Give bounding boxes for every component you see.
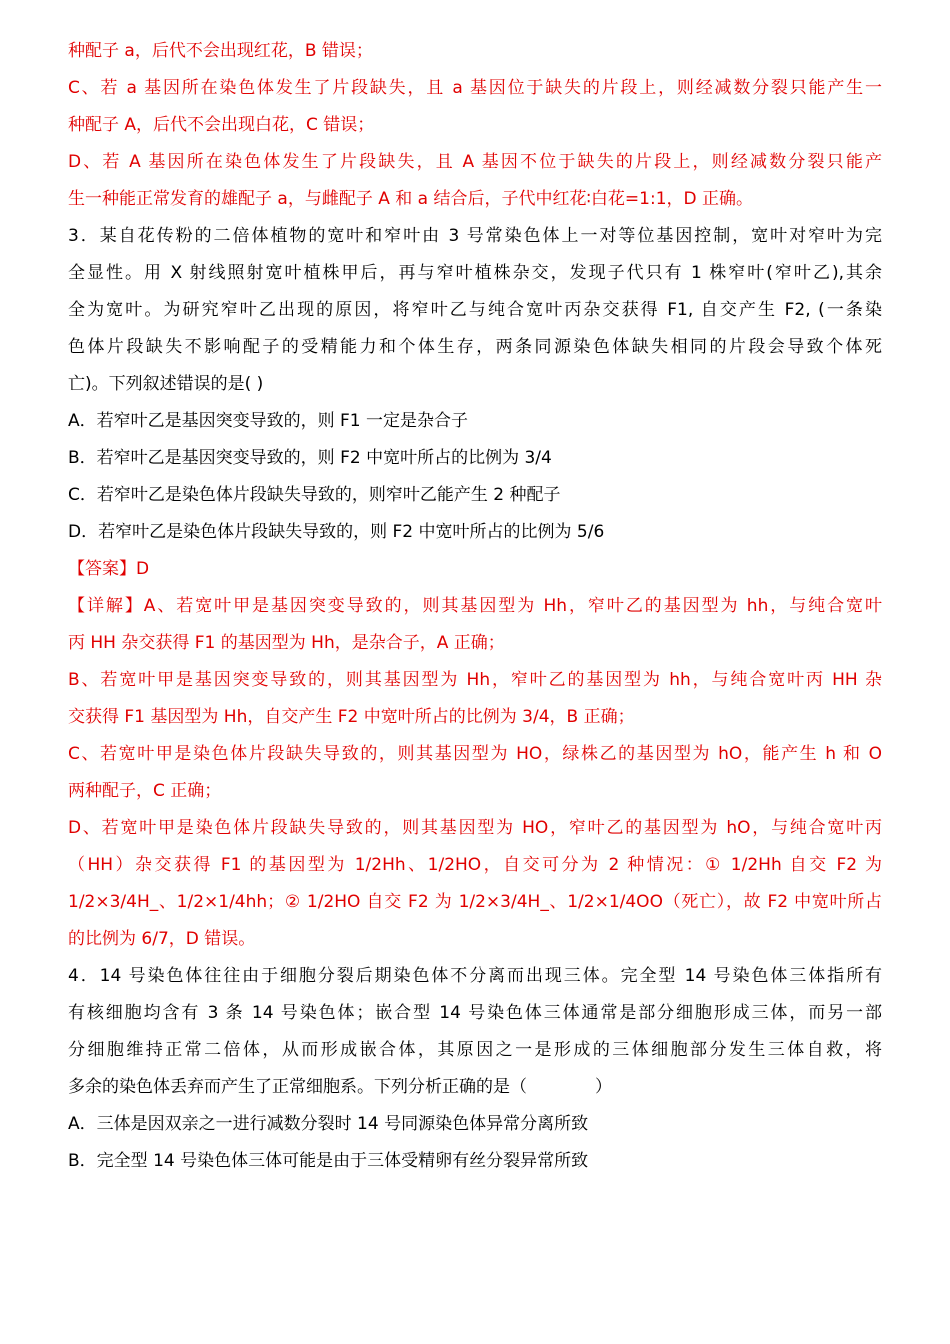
explanation-line: （HH）杂交获得 F1 的基因型为 1/2Hh、1/2HO，自交可分为 2 种情况：① 1/2Hh 自交 F2 为 <box>68 855 882 875</box>
explanation-line: B、若宽叶甲是基因突变导致的，则其基因型为 Hh，窄叶乙的基因型为 hh，与纯合宽叶丙 HH 杂 <box>68 670 882 690</box>
question-3-stem: 亡)。下列叙述错误的是( ) <box>68 374 264 394</box>
option-a: A．若窄叶乙是基因突变导致的，则 F1 一定是杂合子 <box>68 411 469 431</box>
text-line: 种配子 a，后代不会出现红花，B 错误； <box>68 41 373 61</box>
text-line: D、若 A 基因所在染色体发生了片段缺失，且 A 基因不位于缺失的片段上，则经减数分裂只能产 <box>68 152 882 172</box>
question-4-stem: 4．14 号染色体往往由于细胞分裂后期染色体不分离而出现三体。完全型 14 号染色体三体指所有 <box>68 966 882 986</box>
explanation-line: 丙 HH 杂交获得 F1 的基因型为 Hh，是杂合子，A 正确； <box>68 633 505 653</box>
question-4-stem: 有核细胞均含有 3 条 14 号染色体；嵌合型 14 号染色体三体通常是部分细胞形成三体，而另一部 <box>68 1003 882 1023</box>
explanation-line: D、若宽叶甲是染色体片段缺失导致的，则其基因型为 HO，窄叶乙的基因型为 hO，与纯合宽叶丙 <box>68 818 882 838</box>
option-c: C．若窄叶乙是染色体片段缺失导致的，则窄叶乙能产生 2 种配子 <box>68 485 561 505</box>
option-b: B．若窄叶乙是基因突变导致的，则 F2 中宽叶所占的比例为 3/4 <box>68 448 552 468</box>
text-line: 生一种能正常发育的雄配子 a，与雌配子 A 和 a 结合后，子代中红花∶白花=1:1，D 正确。 <box>68 189 754 209</box>
text-line: C、若 a 基因所在染色体发生了片段缺失，且 a 基因位于缺失的片段上，则经减数分裂只能产生一 <box>68 78 882 98</box>
question-4-stem: 多余的染色体丢弃而产生了正常细胞系。下列分析正确的是（ ） <box>68 1077 612 1097</box>
explanation-line: C、若宽叶甲是染色体片段缺失导致的，则其基因型为 HO，绿株乙的基因型为 hO，能产生 h 和 O <box>68 744 882 764</box>
explanation-line: 【详解】A、若宽叶甲是基因突变导致的，则其基因型为 Hh，窄叶乙的基因型为 hh，与纯合宽叶 <box>68 596 882 616</box>
question-3-stem: 全为宽叶。为研究窄叶乙出现的原因，将窄叶乙与纯合宽叶丙杂交获得 F1, 自交产生 F2, (一条染 <box>68 300 882 320</box>
option-b: B．完全型 14 号染色体三体可能是由于三体受精卵有丝分裂异常所致 <box>68 1151 589 1171</box>
answer-line: 【答案】D <box>68 559 150 579</box>
question-3-stem: 色体片段缺失不影响配子的受精能力和个体生存，两条同源染色体缺失相同的片段会导致个体死 <box>68 337 882 357</box>
option-d: D．若窄叶乙是染色体片段缺失导致的，则 F2 中宽叶所占的比例为 5/6 <box>68 522 605 542</box>
question-3-stem: 全显性。用 X 射线照射宽叶植株甲后，再与窄叶植株杂交，发现子代只有 1 株窄叶(窄叶乙),其余 <box>68 263 882 283</box>
option-a: A．三体是因双亲之一进行减数分裂时 14 号同源染色体异常分离所致 <box>68 1114 589 1134</box>
explanation-line: 的比例为 6/7，D 错误。 <box>68 929 256 949</box>
question-3-stem: 3．某自花传粉的二倍体植物的宽叶和窄叶由 3 号常染色体上一对等位基因控制，宽叶对窄叶为完 <box>68 226 882 246</box>
explanation-line: 1/2×3/4H_、1/2×1/4hh；② 1/2HO 自交 F2 为 1/2×3/4H_、1/2×1/4OO（死亡），故 F2 中宽叶所占 <box>68 892 882 912</box>
text-line: 种配子 A，后代不会出现白花，C 错误； <box>68 115 375 135</box>
explanation-line: 两种配子，C 正确； <box>68 781 222 801</box>
question-4-stem: 分细胞维持正常二倍体，从而形成嵌合体，其原因之一是形成的三体细胞部分发生三体自救，将 <box>68 1040 882 1060</box>
explanation-line: 交获得 F1 基因型为 Hh，自交产生 F2 中宽叶所占的比例为 3/4，B 正确； <box>68 707 635 727</box>
